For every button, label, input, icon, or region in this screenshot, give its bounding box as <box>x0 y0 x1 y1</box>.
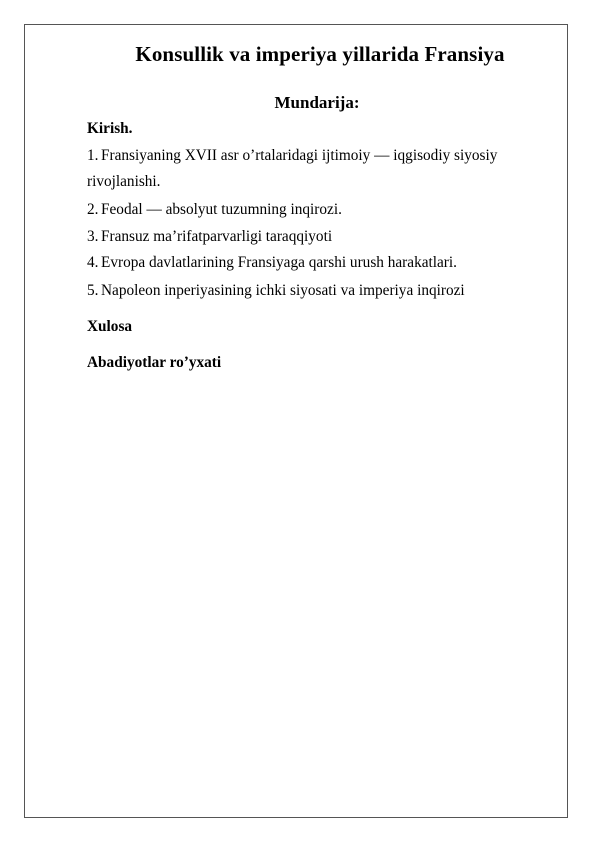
contents-heading: Mundarija: <box>274 93 360 112</box>
references-label: Abadiyotlar ro’yxati <box>87 354 222 371</box>
list-item <box>87 147 497 165</box>
document-title: Konsullik va imperiya yillarida Fransiya <box>135 42 505 66</box>
list-item-number: 4. <box>87 254 99 271</box>
list-item <box>87 254 457 272</box>
list-item-number: 5. <box>87 282 99 299</box>
conclusion-label: Xulosa <box>87 318 133 335</box>
list-item-text: Fransuz ma’rifatparvarligi taraqqiyoti <box>101 228 333 245</box>
intro-label: Kirish. <box>87 120 133 137</box>
list-item-text: Evropa davlatlarining Fransiyaga qarshi urush harakatlari. <box>101 254 457 271</box>
list-item-number: 2. <box>87 201 99 218</box>
list-item <box>87 282 465 300</box>
page-border <box>24 24 568 818</box>
list-item-text: Napoleon inperiyasining ichki siyosati va imperiya inqirozi <box>101 282 465 299</box>
list-item <box>87 201 342 219</box>
list-item-number: 3. <box>87 228 99 245</box>
list-item <box>87 228 332 246</box>
list-item-text: Fransiyaning XVII asr o’rtalaridagi ijtimoiy — iqgisodiy siyosiy <box>101 147 498 164</box>
list-item-number: 1. <box>87 147 99 164</box>
list-item-text: Feodal — absolyut tuzumning inqirozi. <box>101 201 342 218</box>
list-item-continuation: rivojlanishi. <box>87 173 161 190</box>
